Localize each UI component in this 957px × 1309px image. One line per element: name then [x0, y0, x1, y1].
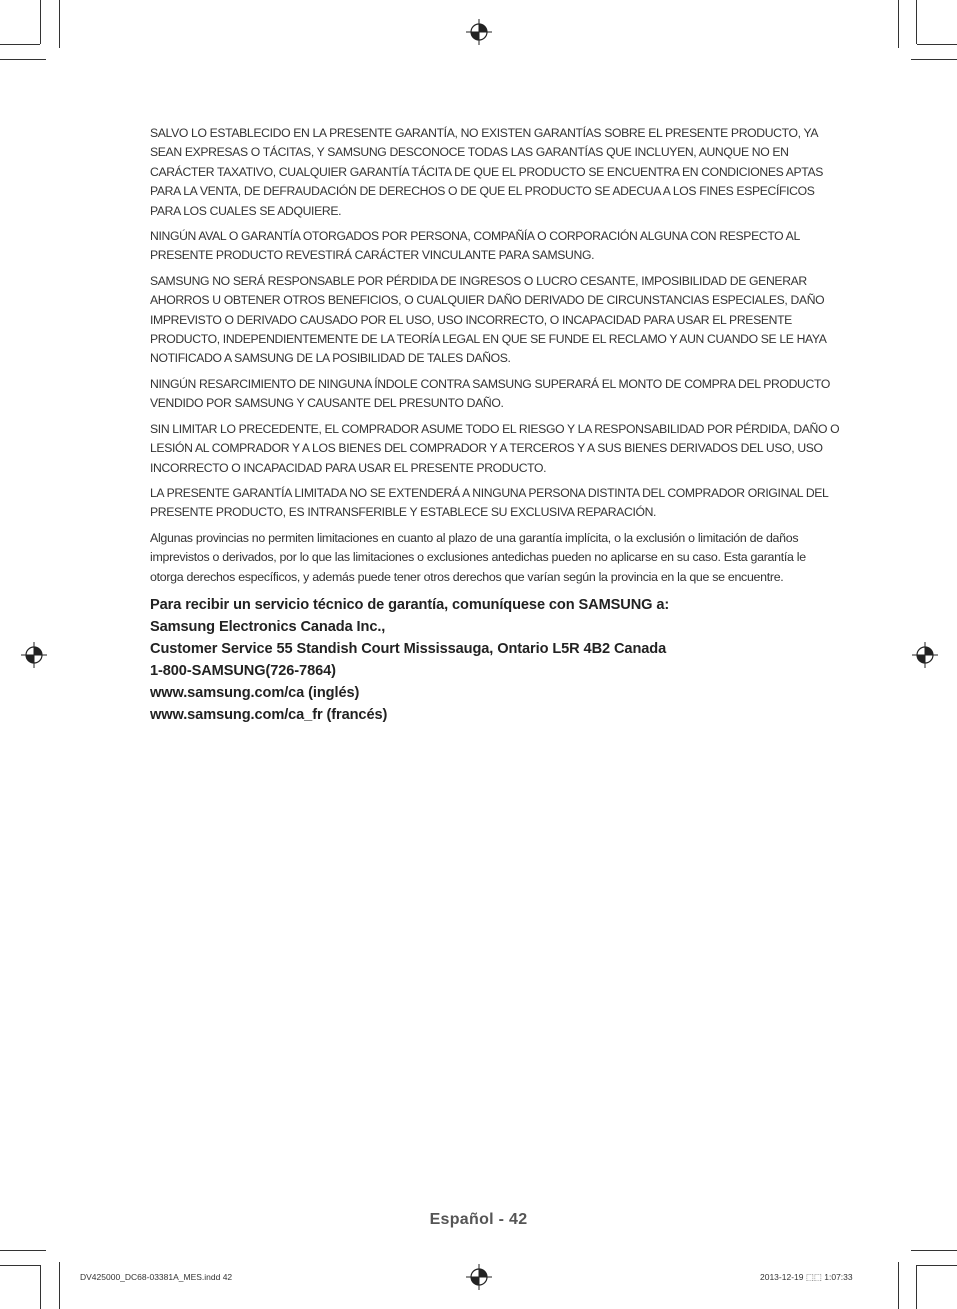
crop-mark	[898, 0, 899, 48]
warranty-text	[150, 124, 842, 726]
contact-company: Samsung Electronics Canada Inc.,	[150, 618, 386, 635]
crop-mark	[59, 0, 60, 48]
registration-mark-icon	[466, 19, 492, 45]
crop-mark	[911, 1250, 957, 1251]
crop-mark	[40, 1265, 41, 1309]
crop-mark	[898, 1262, 899, 1309]
crop-mark	[916, 0, 917, 44]
contact-phone: 1-800-SAMSUNG(726-7864)	[150, 662, 336, 679]
crop-mark	[59, 1262, 60, 1309]
crop-mark	[0, 1250, 46, 1251]
legal-paragraph: SALVO LO ESTABLECIDO EN LA PRESENTE GARANTÍA, NO EXISTEN GARANTÍAS SOBRE EL PRESENTE PRODUCTO, YA SEAN EXPRESAS O TÁCITAS, Y SAMSUNG DESCONOCE TODAS LAS GARANTÍAS QUE INCLUYEN, AUNQUE NO EN CARÁCTER TAXATIVO, CUALQUIER GARANTÍA TÁCITA DE QUE EL PRODUCTO SE ENCUENTRA EN CONDICIONES APTAS PARA LA VENTA, DE DEFRAUDACIÓN DE DERECHOS O DE QUE EL PRODUCTO SE ADECUA A LOS FINES ESPECÍFICOS PARA LOS CUALES SE ADQUIERE.	[150, 126, 824, 218]
registration-mark-icon	[21, 642, 47, 668]
contact-website-en: www.samsung.com/ca (inglés)	[150, 684, 360, 701]
crop-mark	[40, 0, 41, 44]
registration-mark-icon	[912, 642, 938, 668]
crop-mark	[917, 1265, 957, 1266]
contact-block	[150, 594, 842, 726]
contact-website-fr: www.samsung.com/ca_fr (francés)	[150, 706, 388, 723]
registration-mark-icon	[466, 1264, 492, 1290]
legal-paragraph: NINGÚN AVAL O GARANTÍA OTORGADOS POR PERSONA, COMPAÑÍA O CORPORACIÓN ALGUNA CON RESPECTO AL PRESENTE PRODUCTO REVESTIRÁ CARÁCTER VINCULANTE PARA SAMSUNG.	[150, 229, 800, 263]
crop-mark	[0, 1265, 40, 1266]
date-slug: 2013-12-19 ⬚⬚ 1:07:33	[760, 1272, 853, 1282]
crop-mark	[917, 44, 957, 45]
legal-paragraph: LA PRESENTE GARANTÍA LIMITADA NO SE EXTENDERÁ A NINGUNA PERSONA DISTINTA DEL COMPRADOR ORIGINAL DEL PRESENTE PRODUCTO, ES INTRANSFERIBLE Y ESTABLECE SU EXCLUSIVA REPARACIÓN.	[150, 485, 829, 520]
contact-heading: Para recibir un servicio técnico de garantía, comuníquese con SAMSUNG a:	[150, 596, 670, 613]
page-number: Español - 42	[429, 1211, 528, 1228]
crop-mark	[911, 59, 957, 60]
legal-paragraph: SAMSUNG NO SERÁ RESPONSABLE POR PÉRDIDA DE INGRESOS O LUCRO CESANTE, IMPOSIBILIDAD DE GENERAR AHORROS U OBTENER OTROS BENEFICIOS, O CUALQUIER DAÑO DERIVADO DE CIRCUNSTANCIAS ESPECIALES, DAÑO IMPREVISTO O DERIVADO CAUSADO POR EL USO, USO INCORRECTO, O INCAPACIDAD PARA USAR EL PRESENTE PRODUCTO, INDEPENDIENTEMENTE DE LA TEORÍA LEGAL EN QUE SE FUNDE EL RECLAMO Y AUN CUANDO SE LE HAYA NOTIFICADO A SAMSUNG DE LA POSIBILIDAD DE TALES DAÑOS.	[150, 273, 826, 366]
legal-paragraph: SIN LIMITAR LO PRECEDENTE, EL COMPRADOR ASUME TODO EL RIESGO Y LA RESPONSABILIDAD POR PÉRDIDA, DAÑO O LESIÓN AL COMPRADOR Y A LOS BIENES DEL COMPRADOR Y A TERCEROS Y A SUS BIENES DERIVADOS DEL USO, USO INCORRECTO O INCAPACIDAD PARA USAR EL PRESENTE PRODUCTO.	[150, 421, 840, 475]
file-slug: DV425000_DC68-03381A_MES.indd 42	[80, 1272, 233, 1282]
crop-mark	[0, 59, 46, 60]
legal-paragraph: NINGÚN RESARCIMIENTO DE NINGUNA ÍNDOLE CONTRA SAMSUNG SUPERARÁ EL MONTO DE COMPRA DEL PRODUCTO VENDIDO POR SAMSUNG Y CAUSANTE DEL PRESUNTO DAÑO.	[150, 376, 830, 411]
crop-mark	[0, 44, 40, 45]
provinces-note: Algunas provincias no permiten limitaciones en cuanto al plazo de una garantía implícita, o la exclusión o limitación de daños imprevistos o derivados, por lo que las limitaciones o exclusiones antedichas pueden no aplicarse en su caso. Esta garantía le otorga derechos específicos, y además puede tener otros derechos que varían según la provincia en la que se encuentre.	[150, 530, 806, 584]
crop-mark	[916, 1265, 917, 1309]
contact-address: Customer Service 55 Standish Court Mississauga, Ontario L5R 4B2 Canada	[150, 640, 667, 657]
